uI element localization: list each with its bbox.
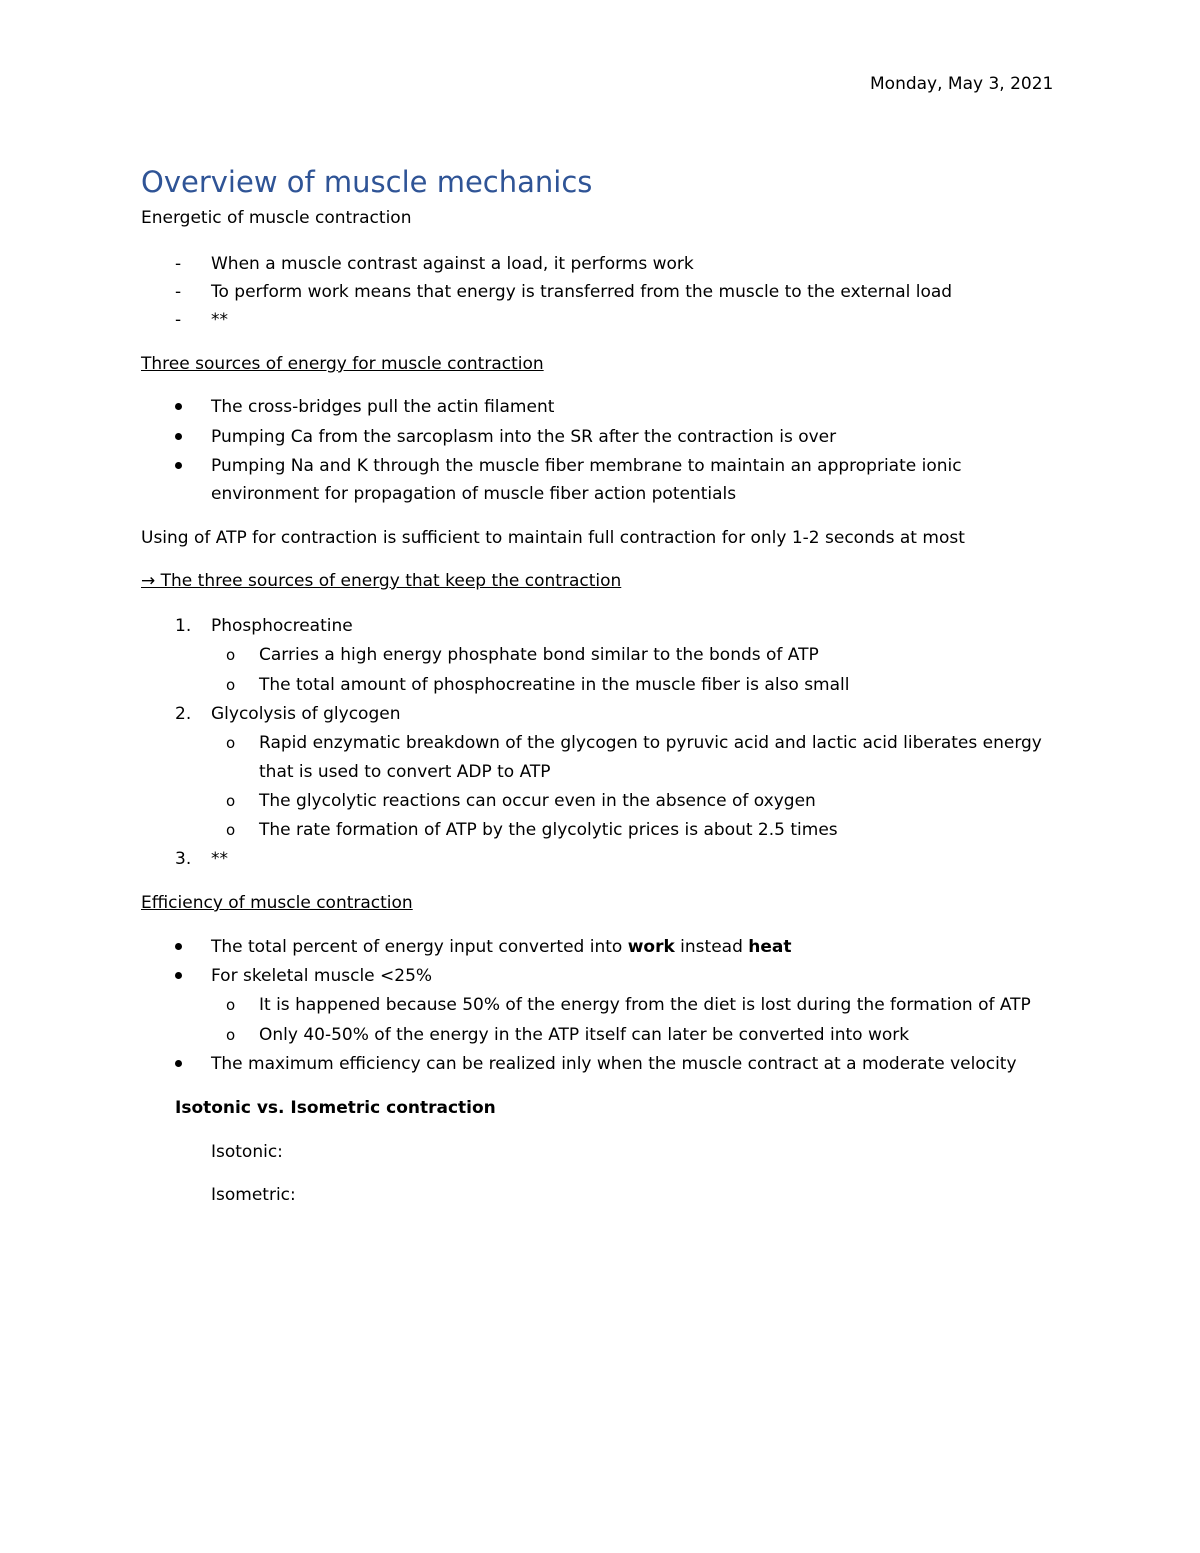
list-item: Pumping Na and K through the muscle fiber membrane to maintain an appropriate ionic — [211, 456, 962, 476]
numbered-item-glycolysis: Glycolysis of glycogen — [211, 704, 401, 724]
isometric-label: Isometric: — [211, 1185, 296, 1205]
sub-bullet-icon: o — [226, 646, 236, 664]
numbered-item-third: ** — [211, 849, 228, 869]
list-item: The cross-bridges pull the actin filament — [211, 397, 555, 417]
list-item: When a muscle contrast against a load, it performs work — [211, 254, 694, 274]
sub-list-item: Only 40-50% of the energy in the ATP itself can later be converted into work — [259, 1025, 910, 1045]
sub-list-item: It is happened because 50% of the energy from the diet is lost during the formation of ATP — [259, 995, 1031, 1015]
list-number: 1. — [175, 616, 192, 636]
bullet-icon — [175, 943, 182, 950]
section-heading-keep-contraction: → The three sources of energy that keep the contraction — [141, 571, 622, 591]
isotonic-label: Isotonic: — [211, 1142, 283, 1162]
dash-marker: - — [175, 310, 182, 330]
list-item: The maximum efficiency can be realized inly when the muscle contract at a moderate velocity — [211, 1054, 1017, 1074]
sub-list-item: Carries a high energy phosphate bond similar to the bonds of ATP — [259, 645, 819, 665]
list-item: ** — [211, 310, 228, 330]
sub-list-item: The rate formation of ATP by the glycolytic prices is about 2.5 times — [259, 820, 838, 840]
dash-marker: - — [175, 282, 182, 302]
numbered-item-phosphocreatine: Phosphocreatine — [211, 616, 353, 636]
sub-bullet-icon: o — [226, 734, 236, 752]
sub-bullet-icon: o — [226, 676, 236, 694]
page-title: Overview of muscle mechanics — [141, 165, 593, 199]
list-number: 3. — [175, 849, 192, 869]
list-item-continuation: environment for propagation of muscle fiber action potentials — [211, 484, 737, 504]
list-item: The total percent of energy input converted into work instead heat — [211, 937, 792, 957]
sub-bullet-icon: o — [226, 792, 236, 810]
bullet-icon — [175, 433, 182, 440]
sub-list-item: The glycolytic reactions can occur even in the absence of oxygen — [259, 791, 816, 811]
sub-bullet-icon: o — [226, 996, 236, 1014]
dash-marker: - — [175, 254, 182, 274]
section-heading-three-sources: Three sources of energy for muscle contraction — [141, 354, 544, 374]
list-number: 2. — [175, 704, 192, 724]
sub-bullet-icon: o — [226, 821, 236, 839]
section-heading-efficiency: Efficiency of muscle contraction — [141, 893, 413, 913]
bullet-icon — [175, 462, 182, 469]
bullet-icon — [175, 403, 182, 410]
section-heading-energetic: Energetic of muscle contraction — [141, 208, 412, 228]
sub-bullet-icon: o — [226, 1026, 236, 1044]
sub-list-item: The total amount of phosphocreatine in the muscle fiber is also small — [259, 675, 850, 695]
atp-note: Using of ATP for contraction is sufficient to maintain full contraction for only 1-2 seconds at most — [141, 528, 965, 548]
bullet-icon — [175, 1060, 182, 1067]
section-heading-isotonic-isometric: Isotonic vs. Isometric contraction — [175, 1098, 496, 1118]
sub-list-item: Rapid enzymatic breakdown of the glycogen to pyruvic acid and lactic acid liberates energy — [259, 733, 1042, 753]
sub-list-item-continuation: that is used to convert ADP to ATP — [259, 762, 551, 782]
list-item: For skeletal muscle <25% — [211, 966, 433, 986]
page-date: Monday, May 3, 2021 — [870, 74, 1054, 94]
list-item: To perform work means that energy is transferred from the muscle to the external load — [211, 282, 953, 302]
bullet-icon — [175, 972, 182, 979]
list-item: Pumping Ca from the sarcoplasm into the SR after the contraction is over — [211, 427, 837, 447]
